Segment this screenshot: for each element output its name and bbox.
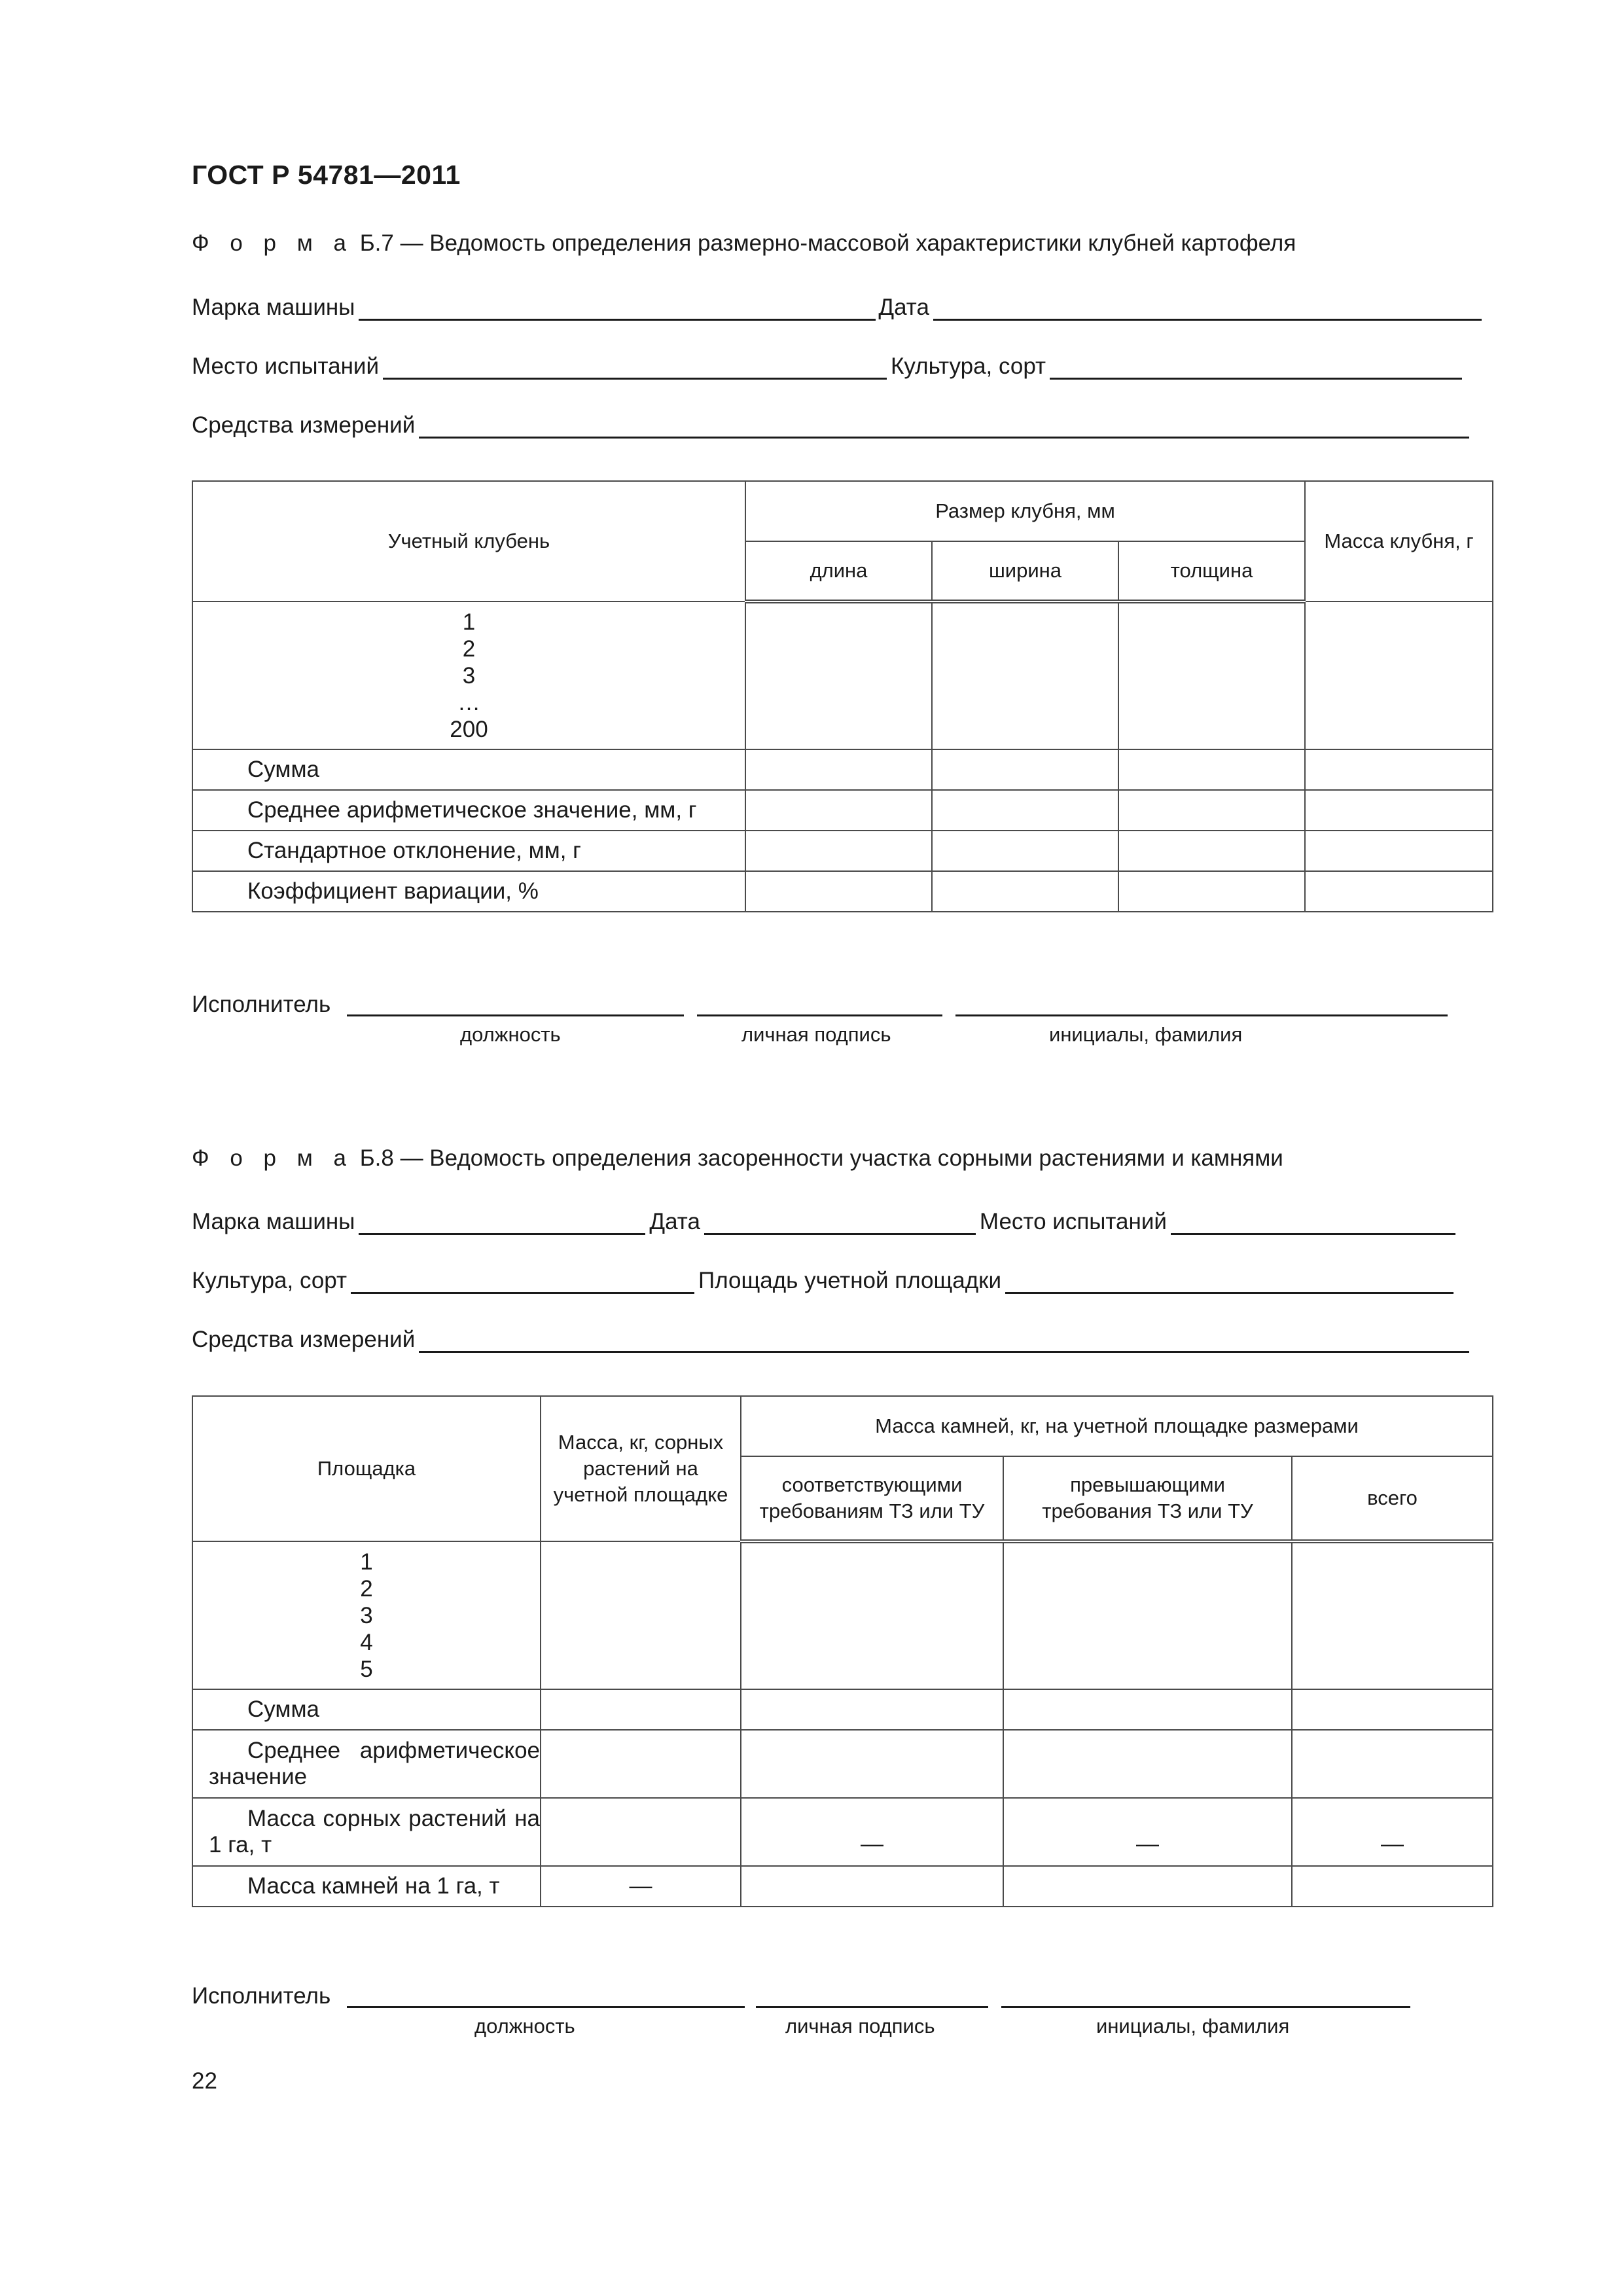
performer-label: Исполнитель — [192, 992, 331, 1017]
place-field[interactable] — [1171, 1208, 1455, 1235]
position-caption: должность — [474, 2015, 575, 2037]
data-cell[interactable] — [1305, 601, 1493, 749]
form-b7-table — [192, 480, 1493, 912]
form-b7-title-prefix: Ф о р м а — [192, 230, 353, 256]
page-number: 22 — [192, 2068, 217, 2094]
table-row — [192, 871, 1493, 912]
data-cell[interactable] — [741, 1541, 1003, 1689]
row-numbers-cell — [192, 1541, 541, 1689]
table-row — [192, 601, 1493, 749]
form-b8-title — [192, 1145, 1283, 1172]
table-row — [192, 1866, 1493, 1907]
data-cell[interactable] — [741, 1689, 1003, 1730]
signature-field[interactable] — [697, 1014, 942, 1016]
data-cell[interactable] — [1292, 1689, 1493, 1730]
date-label: Дата — [878, 295, 929, 320]
signature-caption: личная подпись — [741, 1023, 891, 1046]
data-cell[interactable] — [932, 601, 1118, 749]
data-cell[interactable] — [1292, 1866, 1493, 1907]
col-header-exceeding: превышающими требования ТЗ или ТУ — [1003, 1456, 1292, 1541]
row-number: … — [457, 689, 480, 715]
data-cell[interactable] — [745, 749, 932, 790]
performer-label: Исполнитель — [192, 1983, 331, 2009]
row-label-mean: Среднее арифметическое значение, мм, г — [192, 790, 745, 831]
table-row — [192, 1541, 1493, 1689]
date-field[interactable] — [933, 294, 1482, 321]
col-header-weeds: Масса, кг, сорных растений на учетной площадке — [541, 1396, 741, 1541]
name-field[interactable] — [1001, 2006, 1410, 2008]
data-cell[interactable] — [932, 831, 1118, 871]
machine-field[interactable] — [359, 1208, 645, 1235]
name-caption: инициалы, фамилия — [1049, 1023, 1243, 1046]
data-cell[interactable] — [1305, 749, 1493, 790]
row-number: 1 — [462, 609, 476, 635]
instruments-label: Средства измерений — [192, 412, 416, 438]
form-b7-instruments-line — [192, 406, 1492, 439]
row-number: 4 — [360, 1629, 373, 1655]
date-field[interactable] — [704, 1208, 976, 1235]
place-label: Место испытаний — [192, 353, 380, 379]
data-cell[interactable] — [745, 790, 932, 831]
table-row — [192, 1798, 1493, 1866]
col-header-mass: Масса клубня, г — [1305, 481, 1493, 601]
data-cell[interactable] — [541, 1541, 741, 1689]
table-row — [192, 1689, 1493, 1730]
data-cell[interactable] — [1305, 831, 1493, 871]
form-b7-title — [192, 230, 1296, 257]
data-cell[interactable] — [741, 1866, 1003, 1907]
form-b8-crop-area-line — [192, 1261, 1492, 1294]
row-label-sum: Сумма — [192, 749, 745, 790]
table-row — [192, 790, 1493, 831]
instruments-field[interactable] — [419, 1326, 1469, 1353]
row-number: 3 — [360, 1602, 373, 1628]
data-cell[interactable] — [745, 871, 932, 912]
row-number: 1 — [360, 1549, 373, 1575]
form-b7-title-text: Б.7 — Ведомость определения размерно-массовой характеристики клубней картофеля — [353, 230, 1296, 256]
dash-cell: — — [1292, 1798, 1493, 1866]
machine-field[interactable] — [359, 294, 876, 321]
place-label: Место испытаний — [979, 1209, 1167, 1234]
data-cell[interactable] — [1003, 1866, 1292, 1907]
row-number: 200 — [450, 716, 488, 742]
machine-label: Марка машины — [192, 295, 355, 320]
crop-field[interactable] — [351, 1267, 694, 1294]
row-number: 3 — [462, 662, 476, 689]
document-code: ГОСТ Р 54781—2011 — [192, 160, 461, 190]
col-header-total: всего — [1292, 1456, 1493, 1541]
data-cell[interactable] — [1003, 1541, 1292, 1689]
table-row — [192, 749, 1493, 790]
col-header-tuber: Учетный клубень — [192, 481, 745, 601]
form-b8-instruments-line — [192, 1320, 1492, 1353]
table-row — [192, 1730, 1493, 1798]
position-caption: должность — [460, 1023, 561, 1046]
col-header-conforming: соответствующими требованиям ТЗ или ТУ — [741, 1456, 1003, 1541]
position-field[interactable] — [347, 1014, 684, 1016]
row-label-std: Стандартное отклонение, мм, г — [192, 831, 745, 871]
area-label: Площадь учетной площадки — [698, 1268, 1002, 1293]
table-row — [192, 831, 1493, 871]
data-cell[interactable] — [1292, 1730, 1493, 1798]
row-numbers-cell — [192, 601, 745, 749]
date-label: Дата — [649, 1209, 700, 1234]
place-field[interactable] — [383, 353, 887, 380]
form-b8-machine-date-place-line — [192, 1202, 1492, 1235]
form-b7-signature-block — [192, 985, 1492, 1046]
col-header-thickness: толщина — [1118, 541, 1305, 601]
col-header-plot: Площадка — [192, 1396, 541, 1541]
data-cell[interactable] — [1118, 790, 1305, 831]
data-cell[interactable] — [1292, 1541, 1493, 1689]
form-b8-signature-block — [192, 1977, 1492, 2037]
data-cell[interactable] — [741, 1730, 1003, 1798]
machine-label: Марка машины — [192, 1209, 355, 1234]
signature-caption: личная подпись — [785, 2015, 935, 2037]
instruments-field[interactable] — [419, 412, 1469, 439]
crop-field[interactable] — [1050, 353, 1462, 380]
row-number: 2 — [360, 1575, 373, 1602]
instruments-label: Средства измерений — [192, 1327, 416, 1352]
dash-cell: — — [541, 1866, 741, 1907]
data-cell[interactable] — [541, 1798, 741, 1866]
form-b7-place-crop-line — [192, 347, 1492, 380]
name-field[interactable] — [955, 1014, 1448, 1016]
dash-cell: — — [741, 1798, 1003, 1866]
data-cell[interactable] — [1118, 749, 1305, 790]
data-cell[interactable] — [932, 749, 1118, 790]
dash-cell: — — [1003, 1798, 1292, 1866]
signature-field[interactable] — [756, 2006, 988, 2008]
row-label-stones-per-ha: Масса камней на 1 га, т — [192, 1866, 541, 1907]
data-cell[interactable] — [1003, 1689, 1292, 1730]
data-cell[interactable] — [1118, 831, 1305, 871]
form-b8-title-prefix: Ф о р м а — [192, 1145, 353, 1171]
row-label-cv: Коэффициент вариации, % — [192, 871, 745, 912]
row-number: 2 — [462, 636, 476, 662]
row-label-sum: Сумма — [192, 1689, 541, 1730]
col-header-stones: Масса камней, кг, на учетной площадке размерами — [741, 1396, 1493, 1456]
data-cell[interactable] — [745, 831, 932, 871]
position-field[interactable] — [347, 2006, 745, 2008]
col-header-length: длина — [745, 541, 932, 601]
row-label-weeds-per-ha: Масса сорных растений на 1 га, т — [192, 1798, 541, 1866]
data-cell[interactable] — [1305, 871, 1493, 912]
data-cell[interactable] — [1305, 790, 1493, 831]
data-cell[interactable] — [1003, 1730, 1292, 1798]
row-label-mean: Среднее арифметическое значение — [192, 1730, 541, 1798]
data-cell[interactable] — [932, 871, 1118, 912]
form-b8-title-text: Б.8 — Ведомость определения засоренности участка сорными растениями и камнями — [353, 1145, 1283, 1171]
data-cell[interactable] — [745, 601, 932, 749]
form-b7-machine-date-line — [192, 288, 1492, 321]
col-header-size: Размер клубня, мм — [745, 481, 1305, 541]
row-number: 5 — [360, 1656, 373, 1682]
data-cell[interactable] — [541, 1689, 741, 1730]
data-cell[interactable] — [1118, 601, 1305, 749]
form-b8-table — [192, 1395, 1493, 1907]
data-cell[interactable] — [1118, 871, 1305, 912]
crop-label: Культура, сорт — [192, 1268, 348, 1293]
name-caption: инициалы, фамилия — [1096, 2015, 1290, 2037]
col-header-width: ширина — [932, 541, 1118, 601]
area-field[interactable] — [1005, 1267, 1454, 1294]
data-cell[interactable] — [932, 790, 1118, 831]
data-cell[interactable] — [541, 1730, 741, 1798]
crop-label: Культура, сорт — [891, 353, 1046, 379]
